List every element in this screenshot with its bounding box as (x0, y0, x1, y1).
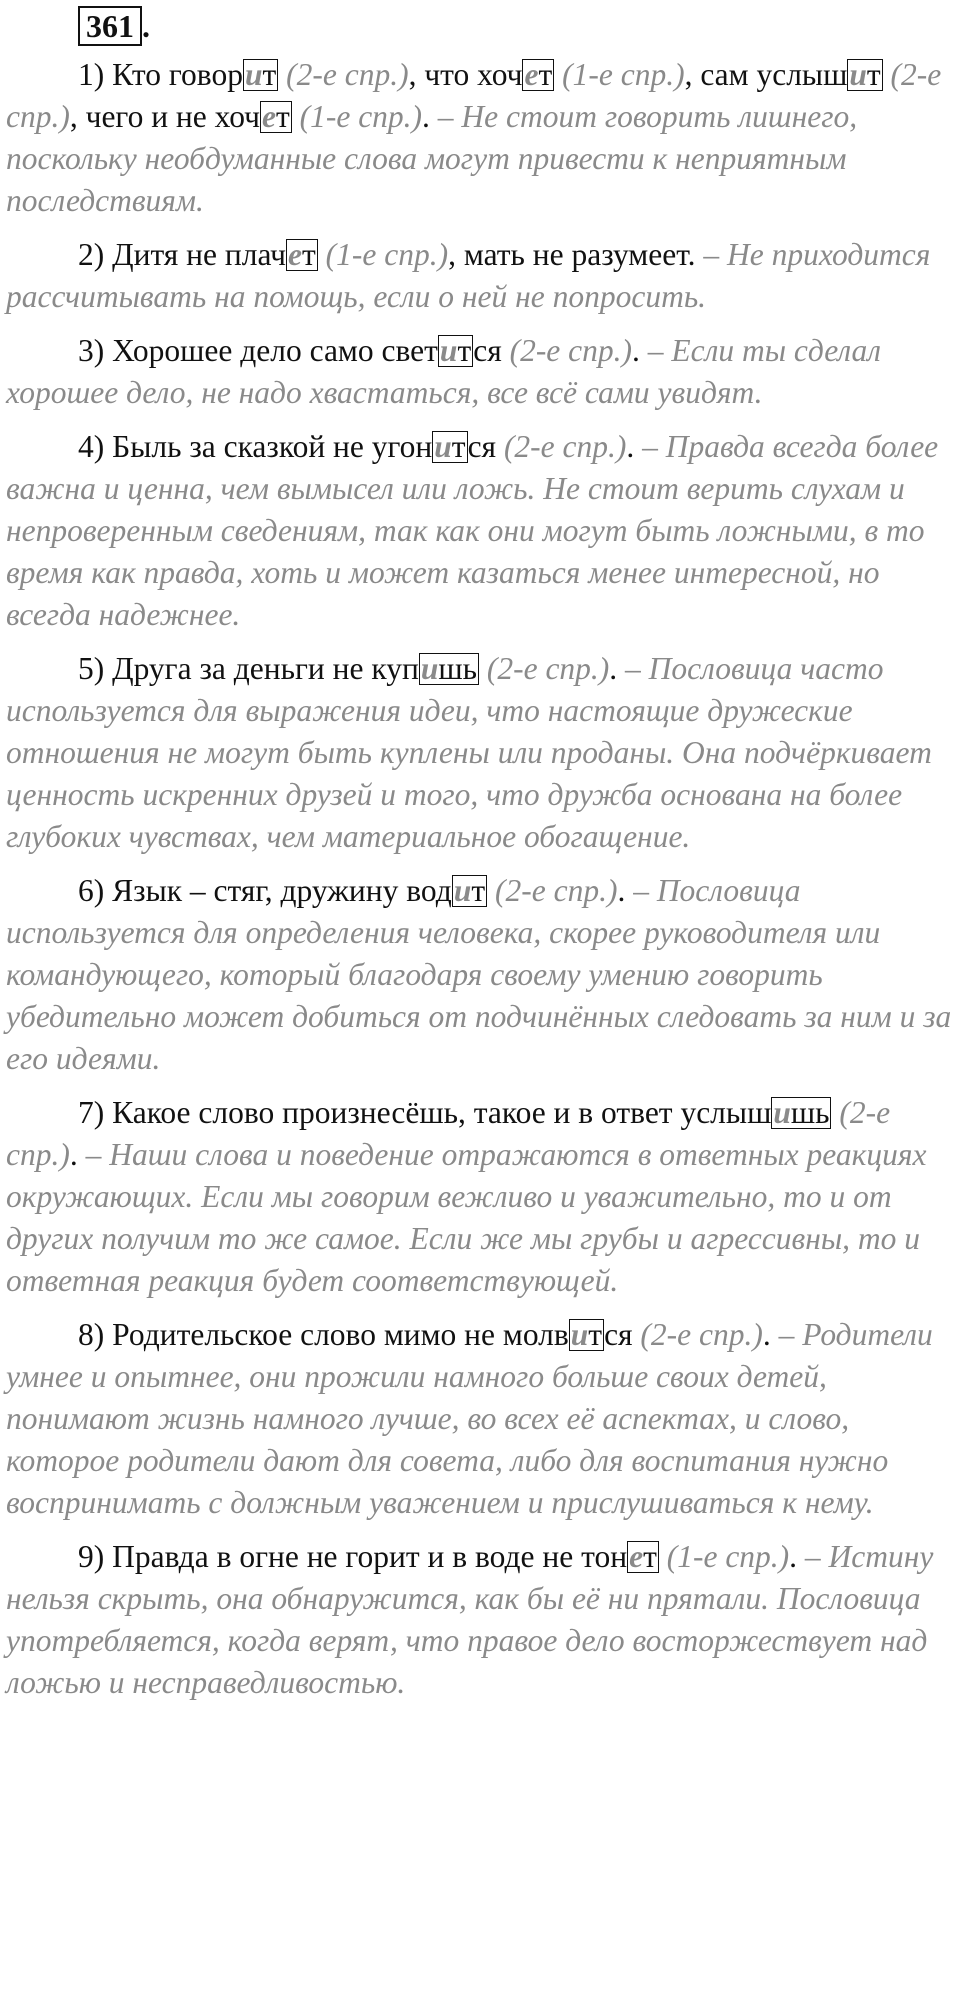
ending-vowel: и (420, 651, 439, 686)
ending-box (569, 1319, 604, 1351)
proverb-item (6, 870, 952, 1080)
explanation-text: – Не стоит говорить лишнего, поскольку необдуманные слова могут привести к неприятным последствиям. (6, 99, 858, 218)
proverb-text: 4) Быль за сказкой не угон (78, 429, 433, 464)
proverb-text: 6) Язык – стяг, дружину вод (78, 873, 452, 908)
ending-vowel: е (288, 237, 303, 272)
explanation-text: (2-е спр.) (6, 1095, 891, 1172)
exercise-number-suffix: . (142, 8, 150, 44)
explanation-text: (2-е спр.) (6, 57, 942, 134)
explanation-text: – Наши слова и поведение отражаются в ответных реакциях окружающих. Если мы говорим вежливо и уважительно, то и от других получим то же самое. Если же мы грубы и агрессивны, то и ответная реакция будет соответствующей. (6, 1137, 927, 1298)
explanation-text: (2-е спр.) (496, 429, 627, 464)
proverb-text: , чего и не хоч (69, 99, 260, 134)
proverb-item (6, 426, 952, 636)
explanation-text: (2-е спр.) (501, 333, 633, 368)
proverb-item (6, 330, 952, 414)
ending-vowel: и (453, 873, 472, 908)
ending-rest: т (643, 1539, 657, 1574)
ending-box (452, 875, 487, 907)
proverb-text: 7) Какое слово произнесёшь, такое и в ответ услыш (78, 1095, 772, 1130)
proverb-text: ся (467, 429, 497, 464)
ending-box (419, 653, 479, 685)
proverb-text: . (626, 429, 643, 464)
exercise-number-box: 361 (78, 6, 142, 46)
proverb-text: . (789, 1539, 805, 1574)
proverb-text: 2) Дитя не плач (78, 237, 287, 272)
ending-box (286, 239, 318, 271)
explanation-text: (1-е спр.) (317, 237, 449, 272)
ending-rest: т (471, 873, 486, 908)
ending-rest: шь (790, 1095, 830, 1130)
ending-box (438, 335, 473, 367)
ending-box (627, 1541, 659, 1573)
proverb-item (6, 234, 952, 318)
ending-box (771, 1097, 831, 1129)
ending-rest: т (588, 1317, 603, 1352)
ending-box (260, 101, 292, 133)
ending-rest: шь (438, 651, 477, 686)
proverb-item (6, 648, 952, 858)
ending-vowel: и (244, 57, 263, 92)
ending-rest: т (538, 57, 553, 92)
explanation-text: – Родители умнее и опытнее, они прожили намного больше своих детей, понимают жизнь намного лучше, во всех её аспектах, и слово, которое родители дают для совета, либо для воспитания нужно воспринимать с должным уважением и прислушиваться к нему. (6, 1317, 933, 1520)
ending-rest: т (457, 333, 472, 368)
ending-vowel: и (773, 1095, 791, 1130)
proverb-item (6, 1314, 952, 1524)
proverb-text: . (609, 651, 626, 686)
explanation-text: – Пословица часто используется для выражения идеи, что настоящие дружеские отношения не могут быть куплены или проданы. Она подчёркивает ценность искренних друзей и того, что дружба основана на более глубоких чувствах, чем материальное обогащение. (6, 651, 932, 854)
ending-box (432, 431, 467, 463)
explanation-text: – Не приходится рассчитывать на помощь, если о ней не попросить. (6, 237, 931, 314)
ending-rest: т (275, 99, 290, 134)
ending-vowel: и (849, 57, 867, 92)
ending-vowel: и (570, 1317, 589, 1352)
ending-vowel: е (524, 57, 539, 92)
proverb-text: . (617, 873, 634, 908)
ending-vowel: и (434, 429, 452, 464)
explanation-text: (1-е спр.) (291, 99, 423, 134)
proverb-text: 3) Хорошее дело само свет (78, 333, 438, 368)
explanation-text: (2-е спр.) (632, 1317, 763, 1352)
explanation-text: – Если ты сделал хорошее дело, не надо хвастаться, все всё сами увидят. (6, 333, 882, 410)
explanation-text: (2-е спр.) (487, 873, 618, 908)
ending-vowel: и (439, 333, 458, 368)
proverb-text: 1) Кто говор (78, 57, 243, 92)
explanation-text: (1-е спр.) (554, 57, 685, 92)
proverb-text: , мать не разумеет. (448, 237, 704, 272)
proverb-text: ся (473, 333, 502, 368)
proverb-list (6, 54, 952, 1704)
ending-rest: т (451, 429, 466, 464)
ending-box (522, 59, 554, 91)
explanation-text: (2-е спр.) (278, 57, 409, 92)
proverb-text: . (632, 333, 648, 368)
explanation-text: – Пословица используется для определения человека, скорее руководителя или командующего, который благодаря своему умению говорить убедительно может добиться от подчинённых следовать за ним и за его идеями. (6, 873, 952, 1076)
explanation-text: – Истину нельзя скрыть, она обнаружится, как бы её ни прятали. Пословица употребляется, когда верят, что правое дело восторжествует над ложью и несправедливостью. (6, 1539, 934, 1700)
proverb-text: 8) Родительское слово мимо не молв (78, 1317, 569, 1352)
explanation-text: (2-е спр.) (478, 651, 610, 686)
proverb-text: 9) Правда в огне не горит и в воде не тон (78, 1539, 628, 1574)
explanation-text: (1-е спр.) (658, 1539, 790, 1574)
ending-rest: т (866, 57, 881, 92)
explanation-text: – Правда всегда более важна и ценна, чем вымысел или ложь. Не стоит верить слухам и непроверенным сведениям, так как они могут быть ложными, в то время как правда, хоть и может казаться менее интересной, но всегда надежнее. (6, 429, 939, 632)
proverb-text: 5) Друга за деньги не куп (78, 651, 419, 686)
ending-vowel: е (629, 1539, 644, 1574)
proverb-text: . (422, 99, 438, 134)
ending-rest: т (262, 57, 277, 92)
ending-box (243, 59, 278, 91)
ending-vowel: е (261, 99, 276, 134)
proverb-text: , сам услыш (684, 57, 848, 92)
proverb-text: , что хоч (408, 57, 523, 92)
proverb-item (6, 1092, 952, 1302)
proverb-text: . (762, 1317, 779, 1352)
ending-box (847, 59, 882, 91)
exercise-number (78, 6, 952, 46)
proverb-item (6, 54, 952, 222)
proverb-item (6, 1536, 952, 1704)
proverb-text: ся (604, 1317, 633, 1352)
ending-rest: т (302, 237, 316, 272)
proverb-text: . (69, 1137, 86, 1172)
